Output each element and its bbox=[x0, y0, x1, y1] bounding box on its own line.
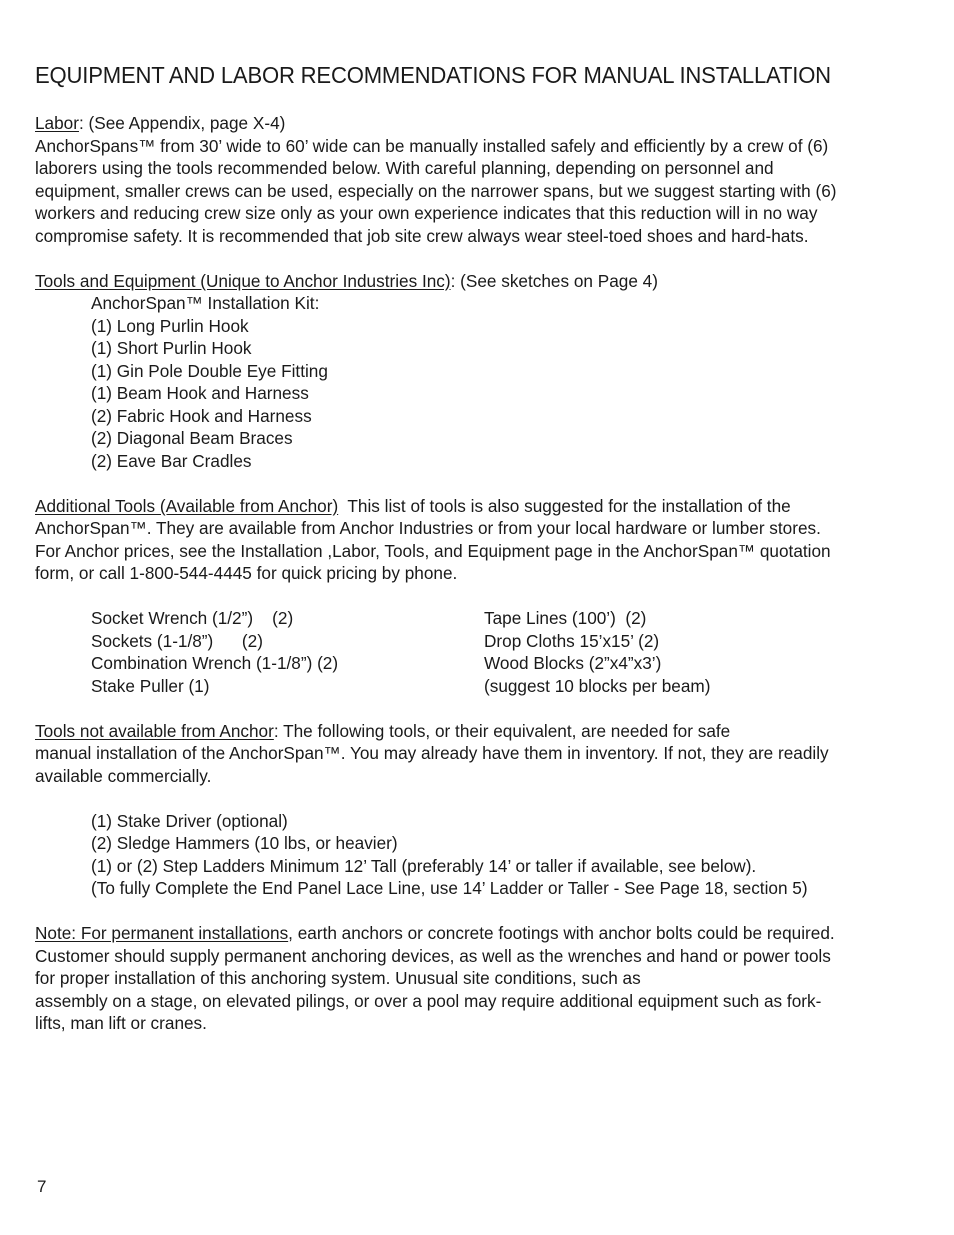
additional-tools-table bbox=[35, 607, 930, 697]
tool-right-cell: Tape Lines (100’) (2) bbox=[484, 608, 647, 628]
list-item: (1) Stake Driver (optional) bbox=[91, 810, 288, 831]
tools-unique-reference: : (See sketches on Page 4) bbox=[450, 270, 658, 291]
labor-reference: : (See Appendix, page X-4) bbox=[78, 113, 286, 133]
tools-unique-heading-line bbox=[35, 270, 930, 293]
tool-left-cell: Stake Puller (1) bbox=[91, 675, 210, 696]
list-item: (1) Beam Hook and Harness bbox=[91, 383, 309, 403]
list-item: (1) or (2) Step Ladders Minimum 12’ Tall (preferably 14’ or taller if available, see below). bbox=[91, 855, 757, 876]
tools-unique-section bbox=[35, 270, 930, 473]
labor-line: compromise safety. It is recommended that job site crew always wear steel-toed shoes and hard-hats. bbox=[35, 225, 809, 246]
tools-not-available-line: : The following tools, or their equivalent, are needed for safe bbox=[273, 720, 731, 741]
note-line: Customer should supply permanent anchoring devices, as well as the wrenches and hand or power tools bbox=[35, 945, 831, 966]
tools-not-available-heading: Tools not available from Anchor bbox=[35, 720, 274, 741]
additional-tools-section bbox=[35, 495, 930, 698]
document-page bbox=[35, 60, 930, 1035]
note-line: for proper installation of this anchoring system. Unusual site conditions, such as bbox=[35, 968, 641, 988]
tool-left-cell: Combination Wrench (1-1/8”) (2) bbox=[91, 653, 339, 673]
labor-line: equipment, smaller crews can be used, especially on the narrower spans, but we suggest starting with (6) bbox=[35, 180, 837, 201]
note-heading: Note: For permanent installations bbox=[35, 923, 289, 943]
spacer bbox=[35, 585, 930, 608]
labor-section bbox=[35, 112, 930, 247]
list-item: (2) Fabric Hook and Harness bbox=[91, 405, 312, 426]
page-number: 7 bbox=[37, 1177, 47, 1196]
tools-not-available-heading-line bbox=[35, 720, 930, 743]
additional-tools-line: This list of tools is also suggested for the installation of the bbox=[338, 495, 791, 516]
additional-tools-line: For Anchor prices, see the Installation ,Labor, Tools, and Equipment page in the AnchorSpan™ quotation bbox=[35, 540, 831, 561]
tool-left-cell: Socket Wrench (1/2”) (2) bbox=[91, 608, 294, 628]
list-item: (1) Gin Pole Double Eye Fitting bbox=[91, 360, 328, 381]
additional-tools-heading-line bbox=[35, 495, 930, 518]
labor-heading-line bbox=[35, 112, 930, 135]
spacer bbox=[35, 247, 930, 270]
spacer bbox=[35, 900, 930, 923]
note-line: assembly on a stage, on elevated pilings, or over a pool may require additional equipment such as fork- bbox=[35, 990, 822, 1011]
spacer bbox=[35, 787, 930, 810]
tool-right-cell: Drop Cloths 15’x15’ (2) bbox=[484, 630, 660, 651]
list-item: (1) Long Purlin Hook bbox=[91, 315, 249, 336]
list-item: (2) Eave Bar Cradles bbox=[91, 450, 252, 471]
tools-not-available-section bbox=[35, 720, 930, 900]
tools-unique-heading: Tools and Equipment (Unique to Anchor Industries Inc) bbox=[35, 270, 451, 291]
page-title: EQUIPMENT AND LABOR RECOMMENDATIONS FOR MANUAL INSTALLATION bbox=[35, 62, 831, 88]
spacer bbox=[35, 472, 930, 495]
labor-heading: Labor bbox=[35, 113, 79, 133]
additional-tools-line: AnchorSpan™. They are available from Anchor Industries or from your local hardware or lumber stores. bbox=[35, 518, 821, 538]
labor-line: workers and reducing crew size only as your own experience indicates that this reduction will in no way bbox=[35, 203, 818, 223]
list-item: (To fully Complete the End Panel Lace Line, use 14’ Ladder or Taller - See Page 18, section 5) bbox=[91, 878, 808, 898]
tool-right-cell: (suggest 10 blocks per beam) bbox=[484, 675, 711, 696]
list-item: (2) Diagonal Beam Braces bbox=[91, 428, 293, 448]
tools-not-available-line: manual installation of the AnchorSpan™. You may already have them in inventory. If not, they are readily bbox=[35, 743, 829, 763]
note-heading-line bbox=[35, 922, 930, 945]
spacer bbox=[35, 697, 930, 720]
kit-items-list bbox=[35, 315, 930, 473]
kit-label: AnchorSpan™ Installation Kit: bbox=[91, 293, 320, 313]
tool-right-cell: Wood Blocks (2”x4”x3’) bbox=[484, 653, 662, 673]
additional-tools-heading: Additional Tools (Available from Anchor) bbox=[35, 495, 339, 516]
additional-tools-line: form, or call 1-800-544-4445 for quick pricing by phone. bbox=[35, 563, 458, 583]
note-line: , earth anchors or concrete footings with anchor bolts could be required. bbox=[288, 923, 835, 943]
labor-line: laborers using the tools recommended below. With careful planning, depending on personnel and bbox=[35, 158, 774, 178]
required-tools-list bbox=[35, 810, 930, 900]
note-line: lifts, man lift or cranes. bbox=[35, 1013, 207, 1033]
tools-not-available-line: available commercially. bbox=[35, 765, 212, 786]
tool-left-cell: Sockets (1-1/8”) (2) bbox=[91, 630, 263, 651]
list-item: (2) Sledge Hammers (10 lbs, or heavier) bbox=[91, 833, 398, 853]
labor-line: AnchorSpans™ from 30’ wide to 60’ wide can be manually installed safely and efficiently by a crew of (6) bbox=[35, 135, 829, 156]
list-item: (1) Short Purlin Hook bbox=[91, 338, 252, 358]
note-section bbox=[35, 922, 930, 1035]
